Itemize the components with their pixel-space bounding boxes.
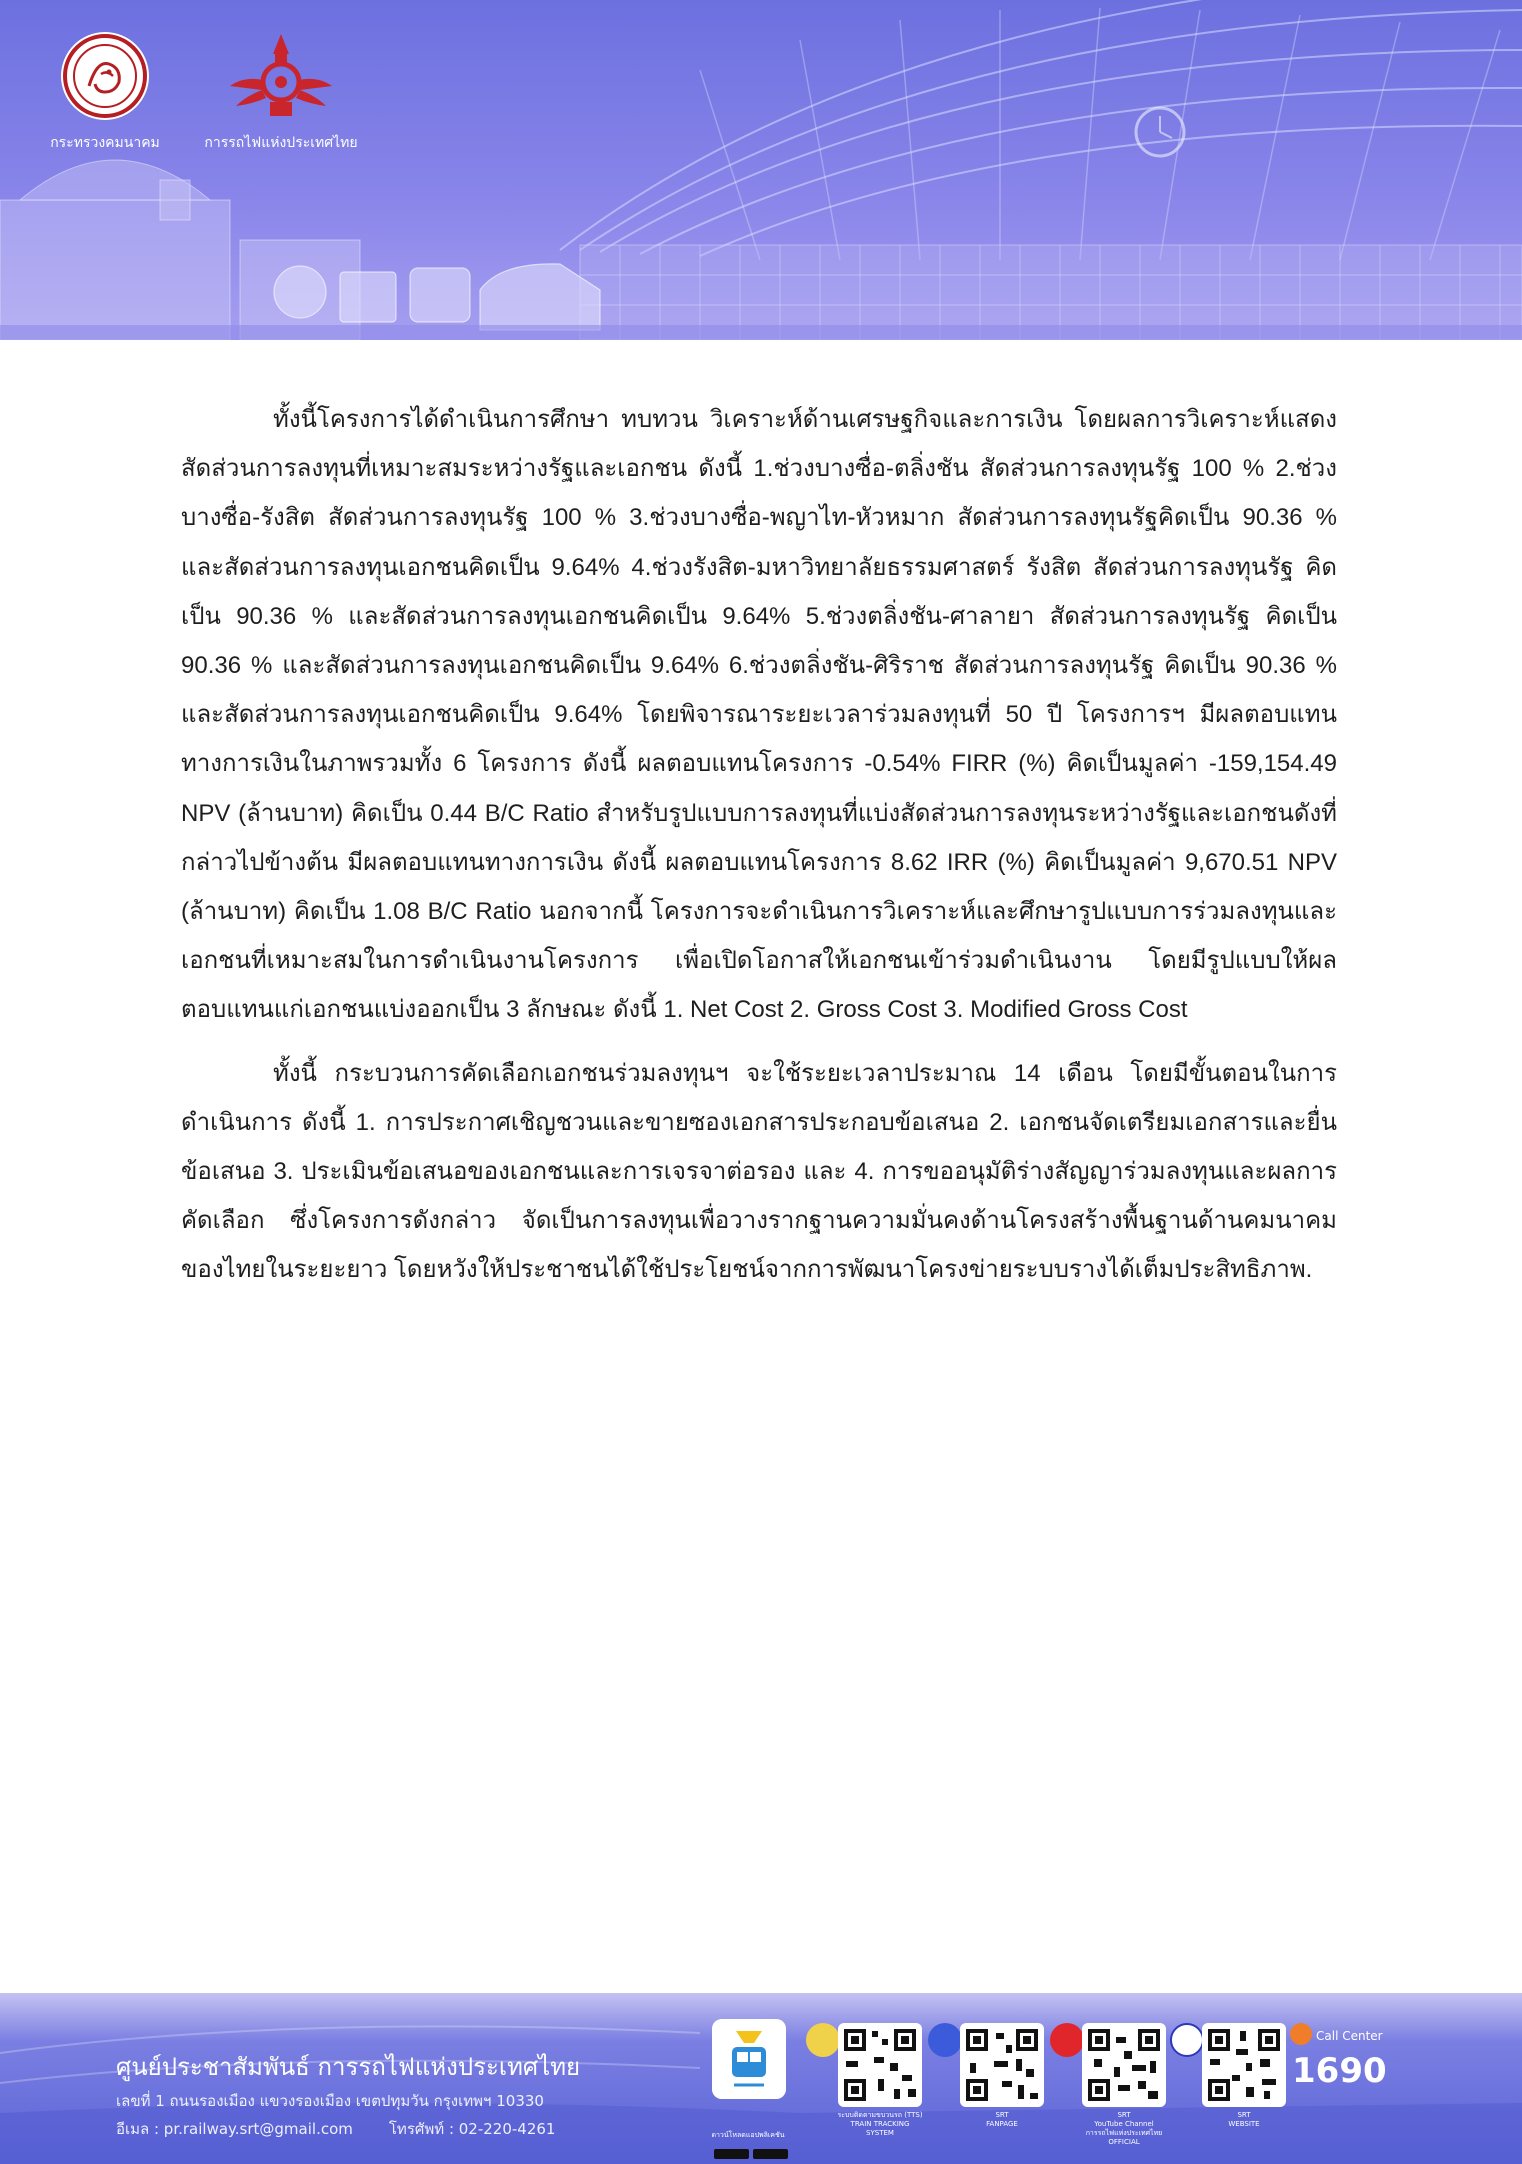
qr-code-icon: [960, 2023, 1044, 2107]
header-banner: [0, 0, 1522, 340]
qr-code-icon: [1082, 2023, 1166, 2107]
phone-icon: [1290, 2023, 1312, 2045]
ministry-caption: กระทรวงคมนาคม: [50, 135, 160, 151]
tts-qr-code[interactable]: [838, 2023, 922, 2107]
website-qr-code[interactable]: [1202, 2023, 1286, 2107]
qr-code-icon: [1202, 2023, 1286, 2107]
www-icon: [1170, 2023, 1204, 2057]
youtube-icon: [1050, 2023, 1084, 2057]
like-icon: [928, 2023, 962, 2057]
article-body: [181, 395, 1337, 1295]
paragraph-financial-analysis: ทั้งนี้โครงการได้ดำเนินการศึกษา ทบทวน วิเคราะห์ด้านเศรษฐกิจและการเงิน โดยผลการวิเคราะห์แสดงสัดส่วนการลงทุนที่เหมาะสมระหว่างรัฐและเอกชน ดังนี้ 1.ช่วงบางซื่อ-ตลิ่งชัน สัดส่วนการลงทุนรัฐ 100 % 2.ช่วงบางซื่อ-รังสิต สัดส่วนการลงทุนรัฐ 100 % 3.ช่วงบางซื่อ-พญาไท-หัวหมาก สัดส่วนการลงทุนรัฐคิดเป็น 90.36 % และสัดส่วนการลงทุนเอกชนคิดเป็น 9.64% 4.ช่วงรังสิต-มหาวิทยาลัยธรรมศาสตร์ รังสิต สัดส่วนการลงทุนรัฐ คิดเป็น 90.36 % และสัดส่วนการลงทุนเอกชนคิดเป็น 9.64% 5.ช่วงตลิ่งชัน-ศาลายา สัดส่วนการลงทุนรัฐ คิดเป็น 90.36 % และสัดส่วนการลงทุนเอกชนคิดเป็น 9.64% 6.ช่วงตลิ่งชัน-ศิริราช สัดส่วนการลงทุนรัฐ คิดเป็น 90.36 % และสัดส่วนการลงทุนเอกชนคิดเป็น 9.64% โดยพิจารณาระยะเวลาร่วมลงทุนที่ 50 ปี โครงการฯ มีผลตอบแทนทางการเงินในภาพรวมทั้ง 6 โครงการ ดังนี้ ผลตอบแทนโครงการ -0.54% FIRR (%) คิดเป็นมูลค่า -159,154.49 NPV (ล้านบาท) คิดเป็น 0.44 B/C Ratio สำหรับรูปแบบการลงทุนที่แบ่งสัดส่วนการลงทุนระหว่างรัฐและเอกชนดังที่กล่าวไปข้างต้น มีผลตอบแทนทางการเงิน ดังนี้ ผลตอบแทนโครงการ 8.62 IRR (%) คิดเป็นมูลค่า 9,670.51 NPV (ล้านบาท) คิดเป็น 1.08 B/C Ratio นอกจากนี้ โครงการจะดำเนินการวิเคราะห์และศึกษารูปแบบการร่วมลงทุนและเอกชนที่เหมาะสมในการดำเนินงานโครงการ เพื่อเปิดโอกาสให้เอกชนเข้าร่วมดำเนินงาน โดยมีรูปแบบให้ผลตอบแทนแก่เอกชนแบ่งออกเป็น 3 ลักษณะ ดังนี้ 1. Net Cost 2. Gross Cost 3. Modified Gross Cost: [181, 406, 1337, 1024]
train-app-icon: [712, 2019, 786, 2099]
youtube-caption: SRT YouTube Channel การรถไฟแห่งประเทศไทย OFFICIAL: [1085, 2111, 1163, 2146]
paragraph-selection-process: ทั้งนี้ กระบวนการคัดเลือกเอกชนร่วมลงทุนฯ จะใช้ระยะเวลาประมาณ 14 เดือน โดยมีขั้นตอนในการดำเนินการ ดังนี้ 1. การประกาศเชิญชวนและขายซองเอกสารประกอบข้อเสนอ 2. เอกชนจัดเตรียมเอกสารและยื่นข้อเสนอ 3. ประเมินข้อเสนอของเอกชนและการเจรจาต่อรอง และ 4. การขออนุมัติร่างสัญญาร่วมลงทุนและผลการคัดเลือก ซึ่งโครงการดังกล่าว จัดเป็นการลงทุนเพื่อวางรากฐานความมั่นคงด้านโครงสร้างพื้นฐานด้านคมนาคมของไทยในระยะยาว โดยหวังให้ประชาชนได้ใช้ประโยชน์จากการพัฒนาโครงข่ายระบบรางได้เต็มประสิทธิภาพ.: [181, 1059, 1337, 1284]
footer-contacts: [116, 2117, 555, 2141]
app-caption: ดาวน์โหลดแอปพลิเคชัน: [711, 2131, 785, 2139]
fanpage-caption: SRT FANPAGE: [986, 2111, 1018, 2128]
tts-caption: ระบบติดตามขบวนรถ (TTS) TRAIN TRACKING SYSTEM: [837, 2111, 923, 2137]
website-caption: SRT WEBSITE: [1228, 2111, 1260, 2128]
store-badges[interactable]: [714, 2149, 788, 2159]
call-center-label: Call Center: [1316, 2029, 1383, 2043]
srt-logo: [206, 30, 356, 154]
footer-bar: [0, 1993, 1522, 2164]
srt-winged-wheel-icon: [226, 30, 336, 122]
youtube-qr-code[interactable]: [1082, 2023, 1166, 2107]
ministry-of-transport-logo: [50, 30, 160, 154]
srt-caption: การรถไฟแห่งประเทศไทย: [204, 135, 358, 151]
footer-phone[interactable]: โทรศัพท์ : 02-220-4261: [388, 2120, 556, 2138]
qr-code-icon: [838, 2023, 922, 2107]
ministry-seal-icon: [59, 30, 151, 122]
footer-title: ศูนย์ประชาสัมพันธ์ การรถไฟแห่งประเทศไทย: [116, 2053, 581, 2081]
fanpage-qr-code[interactable]: [960, 2023, 1044, 2107]
srt-app-icon[interactable]: [712, 2019, 786, 2099]
tts-icon: [806, 2023, 840, 2057]
call-center-number[interactable]: 1690: [1292, 2051, 1387, 2091]
footer-email[interactable]: อีเมล : pr.railway.srt@gmail.com: [116, 2120, 353, 2138]
footer-address: เลขที่ 1 ถนนรองเมือง แขวงรองเมือง เขตปทุมวัน กรุงเทพฯ 10330: [116, 2092, 544, 2110]
